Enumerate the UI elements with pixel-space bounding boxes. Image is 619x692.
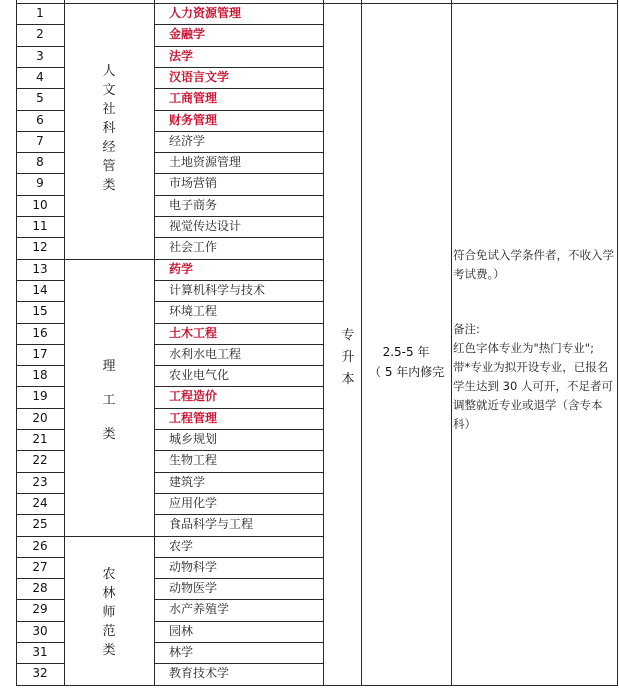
row-number: 9 xyxy=(36,176,44,191)
row-number: 21 xyxy=(32,432,48,446)
duration-line2: （ 5 年内修完 xyxy=(369,365,445,379)
category-char: 农 xyxy=(102,567,116,582)
grid-line xyxy=(16,67,64,68)
grid-line xyxy=(154,237,323,238)
category-char: 林 xyxy=(102,586,116,601)
grid-line xyxy=(16,663,64,664)
major-name: 土地资源管理 xyxy=(169,155,242,170)
grid-line xyxy=(154,152,323,153)
row-number: 24 xyxy=(32,495,48,510)
grid-line xyxy=(16,323,64,324)
row-number: 25 xyxy=(32,517,48,532)
category-char: 社 xyxy=(102,102,116,117)
note-asterisk: 带*专业为拟开设专业，已报名学生达到 30 人可开，不足者可调整就近专业或退学（含专本科） xyxy=(453,360,613,431)
level-char: 升 xyxy=(341,350,355,365)
grid-line xyxy=(154,450,323,451)
row-number: 13 xyxy=(32,261,48,276)
category-char: 类 xyxy=(102,178,116,193)
category-char: 类 xyxy=(102,643,116,658)
grid-line xyxy=(64,259,154,260)
grid-line xyxy=(154,386,323,387)
grid-line xyxy=(16,88,64,89)
row-number: 22 xyxy=(32,453,48,468)
grid-line xyxy=(154,280,323,281)
grid-line xyxy=(16,578,64,579)
grid-line xyxy=(16,237,64,238)
grid-line xyxy=(154,0,155,686)
notes-cell xyxy=(453,246,618,434)
grid-line xyxy=(16,472,64,473)
grid-line xyxy=(154,365,323,366)
category-char: 类 xyxy=(102,427,116,442)
row-number: 16 xyxy=(32,325,48,340)
grid-line xyxy=(16,557,64,558)
category-char: 人 xyxy=(102,64,116,79)
grid-line xyxy=(16,259,64,260)
major-name: 应用化学 xyxy=(169,495,218,510)
major-name: 财务管理 xyxy=(169,112,218,127)
row-number: 2 xyxy=(36,27,44,42)
category-char: 理 xyxy=(102,359,116,374)
grid-line xyxy=(154,110,323,111)
grid-line xyxy=(154,578,323,579)
row-number: 18 xyxy=(32,368,48,383)
category-char: 工 xyxy=(102,393,116,408)
level-char: 专 xyxy=(341,328,355,343)
grid-line xyxy=(154,536,323,537)
row-number: 17 xyxy=(32,346,48,361)
row-number: 6 xyxy=(36,112,44,127)
category-char: 科 xyxy=(102,121,116,136)
major-name: 经济学 xyxy=(169,133,206,148)
grid-line xyxy=(154,301,323,302)
major-name: 动物科学 xyxy=(169,559,218,574)
grid-line xyxy=(154,472,323,473)
grid-line xyxy=(16,450,64,451)
major-name: 水利水电工程 xyxy=(169,346,242,361)
row-number: 19 xyxy=(32,389,48,404)
category-humanities xyxy=(64,62,154,195)
major-name: 环境工程 xyxy=(169,304,218,319)
grid-line xyxy=(154,642,323,643)
row-number: 14 xyxy=(32,282,48,297)
grid-line xyxy=(16,301,64,302)
grid-line xyxy=(154,259,323,260)
major-name: 人力资源管理 xyxy=(169,6,242,20)
row-number: 7 xyxy=(36,133,44,148)
major-name: 电子商务 xyxy=(169,197,218,212)
major-name: 食品科学与工程 xyxy=(169,517,254,532)
note-exemption: 符合免试入学条件者，不收入学考试费。） xyxy=(453,248,614,281)
grid-line xyxy=(154,3,323,4)
grid-line xyxy=(154,344,323,345)
grid-line xyxy=(16,131,64,132)
grid-line xyxy=(16,3,64,4)
major-name: 工程造价 xyxy=(169,389,218,404)
grid-line xyxy=(16,110,64,111)
major-name: 建筑学 xyxy=(169,474,206,489)
level-char: 本 xyxy=(341,372,355,387)
grid-line xyxy=(16,408,64,409)
major-name: 土木工程 xyxy=(169,325,218,340)
category-char: 师 xyxy=(102,605,116,620)
grid-line xyxy=(154,599,323,600)
grid-line xyxy=(16,216,64,217)
major-name: 药学 xyxy=(169,261,194,276)
grid-line xyxy=(154,24,323,25)
grid-line xyxy=(323,3,618,4)
major-name: 法学 xyxy=(169,48,194,63)
grid-line xyxy=(16,46,64,47)
grid-line xyxy=(64,536,154,537)
category-char: 范 xyxy=(102,624,116,639)
major-name: 林学 xyxy=(169,645,194,659)
grid-line xyxy=(16,280,64,281)
grid-line xyxy=(16,344,64,345)
category-char: 管 xyxy=(102,159,116,174)
grid-line xyxy=(16,536,64,537)
category-science-engineering xyxy=(64,350,154,452)
category-agri-forestry-normal xyxy=(64,565,154,660)
grid-line xyxy=(16,152,64,153)
row-number: 11 xyxy=(32,219,48,233)
category-char: 文 xyxy=(102,83,116,98)
row-number: 8 xyxy=(36,155,44,170)
grid-line xyxy=(64,3,154,4)
duration-line1: 2.5-5 年 xyxy=(382,345,430,359)
grid-line xyxy=(154,216,323,217)
grid-line xyxy=(16,621,64,622)
row-number: 1 xyxy=(36,6,44,20)
grid-line xyxy=(154,323,323,324)
grid-line xyxy=(617,0,618,686)
grid-line xyxy=(16,195,64,196)
grid-line xyxy=(154,408,323,409)
grid-line xyxy=(154,621,323,622)
row-number: 29 xyxy=(32,602,48,617)
row-number: 12 xyxy=(32,240,48,255)
grid-line xyxy=(451,0,452,686)
row-number: 10 xyxy=(32,197,48,212)
major-name: 社会工作 xyxy=(169,240,218,255)
row-number: 20 xyxy=(32,410,48,425)
row-number: 27 xyxy=(32,559,48,574)
category-char: 经 xyxy=(102,140,116,155)
major-name: 园林 xyxy=(169,623,194,638)
grid-line xyxy=(154,514,323,515)
major-name: 教育技术学 xyxy=(169,666,230,681)
major-name: 动物医学 xyxy=(169,581,218,596)
major-name: 汉语言文学 xyxy=(169,69,230,84)
grid-line xyxy=(154,131,323,132)
grid-line xyxy=(323,0,324,686)
grid-line xyxy=(154,173,323,174)
major-name: 水产养殖学 xyxy=(169,602,230,617)
grid-line xyxy=(154,88,323,89)
grid-line xyxy=(154,663,323,664)
grid-line xyxy=(154,429,323,430)
row-number: 3 xyxy=(36,48,44,63)
grid-line xyxy=(16,24,64,25)
row-number: 31 xyxy=(32,645,48,659)
grid-line xyxy=(154,46,323,47)
grid-line xyxy=(16,173,64,174)
level-cell xyxy=(338,325,358,391)
major-name: 市场营销 xyxy=(169,176,218,191)
grid-line xyxy=(16,642,64,643)
grid-line xyxy=(154,67,323,68)
grid-line xyxy=(361,0,362,686)
row-number: 26 xyxy=(32,538,48,553)
major-name: 计算机科学与技术 xyxy=(169,282,266,297)
row-number: 30 xyxy=(32,623,48,638)
grid-line xyxy=(16,429,64,430)
grid-line xyxy=(16,365,64,366)
row-number: 28 xyxy=(32,581,48,596)
major-name: 视觉传达设计 xyxy=(169,219,242,233)
grid-line xyxy=(16,685,618,686)
grid-line xyxy=(16,0,17,686)
row-number: 15 xyxy=(32,304,48,319)
grid-line xyxy=(16,493,64,494)
grid-line xyxy=(64,0,65,686)
note-remark-heading: 备注: xyxy=(453,322,480,336)
major-name: 城乡规划 xyxy=(169,432,218,446)
major-name: 金融学 xyxy=(169,27,206,42)
row-number: 32 xyxy=(32,666,48,681)
grid-line xyxy=(154,557,323,558)
grid-line xyxy=(16,386,64,387)
major-name: 农学 xyxy=(169,538,194,553)
grid-line xyxy=(16,514,64,515)
note-red-font: 红色字体专业为"热门专业"; xyxy=(453,341,594,355)
row-number: 4 xyxy=(36,69,44,84)
row-number: 5 xyxy=(36,91,44,106)
duration-cell xyxy=(363,342,449,382)
major-name: 工商管理 xyxy=(169,91,218,106)
major-name: 工程管理 xyxy=(169,410,218,425)
major-name: 生物工程 xyxy=(169,453,218,468)
grid-line xyxy=(16,599,64,600)
major-name: 农业电气化 xyxy=(169,368,230,383)
grid-line xyxy=(154,195,323,196)
row-number: 23 xyxy=(32,474,48,489)
grid-line xyxy=(154,493,323,494)
